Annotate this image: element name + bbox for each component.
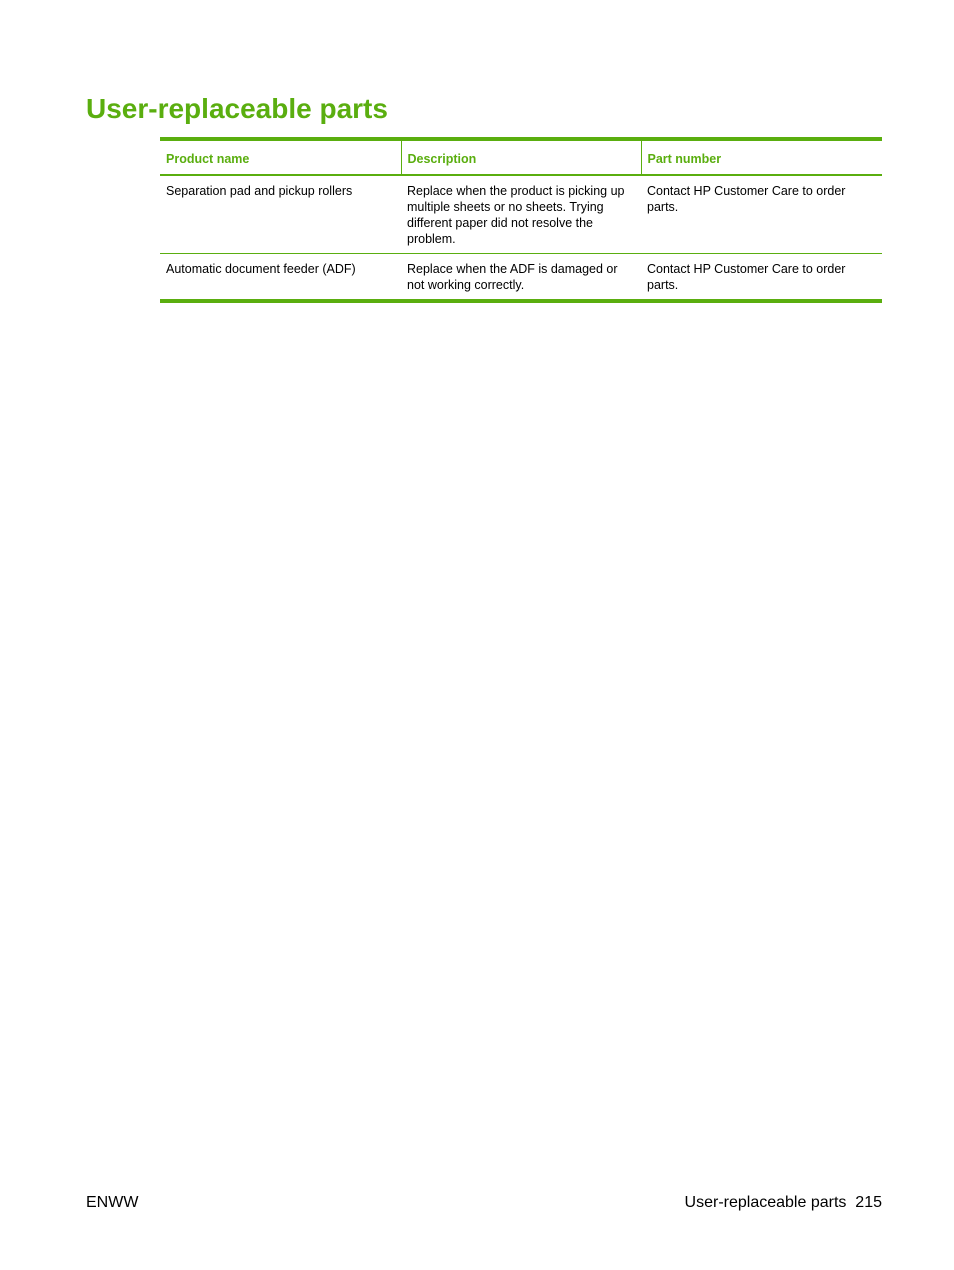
parts-table	[160, 137, 882, 303]
header-product-name: Product name	[160, 139, 401, 175]
cell-product-name: Separation pad and pickup rollers	[160, 175, 401, 254]
header-part-number: Part number	[641, 139, 882, 175]
page-title: User-replaceable parts	[86, 93, 388, 124]
table-row	[160, 254, 882, 302]
footer-section-title: User-replaceable parts	[684, 1194, 847, 1211]
cell-product-name: Automatic document feeder (ADF)	[166, 262, 356, 276]
page-number: 215	[855, 1194, 882, 1211]
cell-part-number: Contact HP Customer Care to order parts.	[647, 262, 846, 292]
cell-part-number: Contact HP Customer Care to order parts.	[641, 175, 882, 254]
table-row	[160, 175, 882, 254]
header-description: Description	[401, 139, 641, 175]
footer-page-info	[685, 1193, 882, 1213]
cell-description: Replace when the ADF is damaged or not working correctly.	[407, 262, 618, 292]
cell-description: Replace when the product is picking up multiple sheets or no sheets. Trying different paper did not resolve the problem.	[401, 175, 641, 254]
table-header-row	[160, 139, 882, 175]
footer-locale: ENWW	[86, 1194, 139, 1211]
